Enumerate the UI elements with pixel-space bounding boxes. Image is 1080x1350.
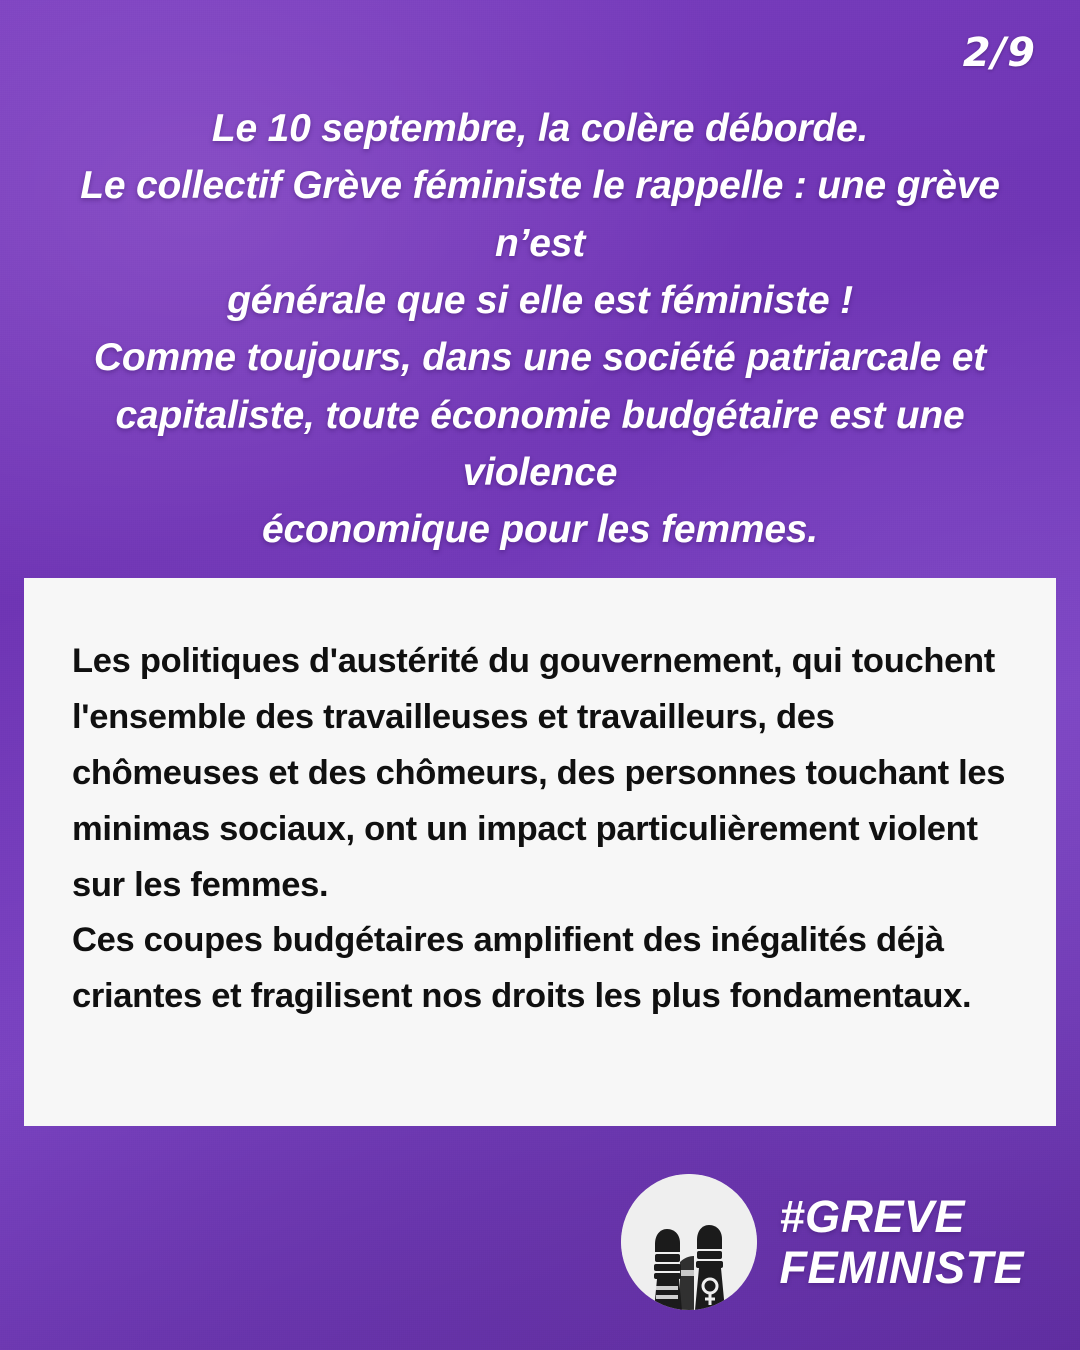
headline-block: [34, 100, 1046, 559]
headline-line-5: capitaliste, toute économie budgétaire est une violence: [115, 393, 965, 494]
headline-line-3: générale que si elle est féministe !: [227, 278, 853, 322]
headline-line-6: économique pour les femmes.: [262, 508, 818, 552]
brand-wordmark-line-2: FEMINISTE: [779, 1242, 1024, 1293]
brand-logo-block: [621, 1174, 1024, 1310]
headline-line-1: Le 10 septembre, la colère déborde.: [211, 107, 869, 150]
brand-wordmark: [779, 1191, 1024, 1293]
body-paragraph-2: Ces coupes budgétaires amplifient des inégalités déjà criantes et fragilisent nos droits les plus fondamentaux.: [72, 921, 972, 1016]
body-text-card: [24, 578, 1056, 1126]
headline-line-4: Comme toujours, dans une société patriarcale et: [93, 336, 987, 380]
headline-line-2: Le collectif Grève féministe le rappelle : une grève n’est: [80, 164, 1000, 265]
raised-fists-badge-icon: [621, 1174, 757, 1310]
page-counter: 2/9: [962, 30, 1036, 76]
body-paragraph-1: Les politiques d'austérité du gouvernement, qui touchent l'ensemble des travailleuses et travailleurs, des chômeuses et des chômeurs, des personnes touchant les minimas sociaux, ont un impact particulièrement violent sur les femmes.: [72, 642, 1006, 904]
brand-wordmark-line-1: #GREVE: [779, 1191, 966, 1242]
